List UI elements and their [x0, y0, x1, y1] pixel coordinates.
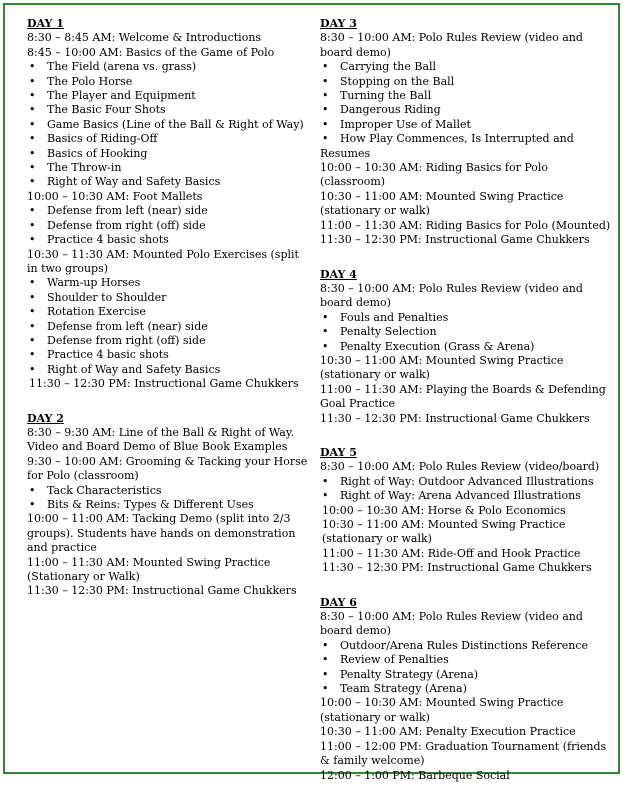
agenda-item-text: Bits & Reins: Types & Different Uses: [47, 498, 254, 511]
agenda-bullet-item: [320, 682, 612, 696]
agenda-item-text: Turning the Ball: [340, 89, 432, 103]
schedule-frame: [3, 3, 620, 782]
agenda-time-slot: 10:00 – 10:30 AM: Foot Mallets: [27, 189, 203, 203]
bullet-icon: •: [322, 325, 329, 339]
agenda-time-slot: 8:30 – 10:00 AM: Polo Rules Review (video/board): [320, 460, 600, 474]
agenda-item-text: Tack Characteristics: [47, 483, 162, 497]
bullet-icon: •: [322, 474, 329, 488]
bullet-icon: •: [322, 489, 329, 503]
agenda-time-slot: 10:00 – 10:30 AM: Horse & Polo Economics: [322, 503, 566, 517]
agenda-item-text: The Field (arena vs. grass): [47, 60, 197, 74]
bullet-icon: •: [322, 682, 329, 696]
agenda-bullet-item: [320, 639, 612, 653]
agenda-item-text: Review of Penalties: [340, 653, 449, 667]
agenda-item-text: The Throw-in: [47, 161, 122, 175]
bullet-icon: •: [29, 290, 36, 304]
bullet-icon: •: [322, 132, 329, 146]
bullet-icon: •: [29, 305, 36, 319]
agenda-bullet-item: [27, 291, 313, 305]
agenda-bullet-item: [27, 75, 313, 89]
agenda-time-slot: 10:30 – 11:00 AM: Mounted Swing Practice (stationary or walk): [320, 353, 564, 382]
day-title: DAY 2: [27, 411, 64, 425]
day-rows: [320, 282, 612, 426]
agenda-item-text: Dangerous Riding: [340, 103, 441, 117]
agenda-item-text: Right of Way: Arena Advanced Illustrations: [340, 489, 581, 503]
bullet-icon: •: [29, 117, 36, 131]
day-section: [320, 17, 612, 248]
agenda-bullet-item: [27, 89, 313, 103]
day-section: [320, 446, 612, 576]
agenda-bullet-item: [320, 653, 612, 667]
agenda-item-text: How Play Commences, Is Interrupted and Resumes: [320, 132, 574, 160]
agenda-bullet-item: [27, 498, 313, 512]
agenda-time-slot: 8:45 – 10:00 AM: Basics of the Game of Polo: [27, 45, 275, 59]
bullet-icon: •: [29, 218, 36, 232]
agenda-item-text: Penalty Selection: [340, 325, 437, 339]
agenda-bullet-item: [27, 118, 313, 132]
agenda-item-text: The Polo Horse: [47, 74, 133, 88]
agenda-item-text: Carrying the Ball: [340, 60, 437, 74]
agenda-item-text: The Basic Four Shots: [47, 103, 166, 117]
bullet-icon: •: [322, 339, 329, 353]
bullet-icon: •: [29, 74, 36, 88]
day-rows: [27, 426, 313, 599]
agenda-item-text: Practice 4 basic shots: [47, 233, 169, 247]
agenda-bullet-item: [27, 363, 313, 377]
agenda-time-slot: 11:30 – 12:30 PM: Instructional Game Chukkers: [29, 377, 299, 391]
bullet-icon: •: [29, 362, 36, 376]
agenda-bullet-item: [27, 147, 313, 161]
agenda-time-slot: 10:00 – 10:30 AM: Riding Basics for Polo (classroom): [320, 161, 549, 189]
day-section: [320, 268, 612, 426]
schedule-right-column: [320, 17, 612, 803]
agenda-bullet-item: [27, 204, 313, 218]
agenda-item-text: Shoulder to Shoulder: [47, 290, 167, 304]
agenda-item-text: Improper Use of Mallet: [340, 117, 471, 131]
agenda-bullet-item: [320, 340, 612, 354]
agenda-bullet-item: [27, 233, 313, 247]
day-rows: [320, 610, 612, 783]
agenda-time-slot: 11:30 – 12:30 PM: Instructional Game Chukkers: [27, 584, 297, 598]
bullet-icon: •: [29, 204, 36, 218]
agenda-item-text: Basics of Riding-Off: [47, 132, 158, 146]
bullet-icon: •: [322, 667, 329, 681]
agenda-time-slot: 10:30 – 11:00 AM: Mounted Swing Practice (stationary or walk): [322, 518, 566, 546]
day-title: DAY 5: [320, 445, 357, 459]
agenda-item-text: The Player and Equipment: [47, 89, 196, 103]
bullet-icon: •: [322, 638, 329, 652]
bullet-icon: •: [29, 319, 36, 333]
agenda-bullet-item: [27, 103, 313, 117]
bullet-icon: •: [322, 103, 329, 117]
agenda-bullet-item: [27, 484, 313, 498]
agenda-item-text: Right of Way and Safety Basics: [47, 175, 221, 189]
agenda-bullet-item: [320, 132, 612, 161]
agenda-time-slot: 11:00 – 11:30 AM: Riding Basics for Polo (Mounted): [320, 218, 611, 232]
agenda-time-slot: 12:00 – 1:00 PM: Barbeque Social: [320, 768, 510, 782]
agenda-time-slot: 10:00 – 10:30 AM: Mounted Swing Practice (stationary or walk): [320, 696, 564, 724]
agenda-bullet-item: [27, 348, 313, 362]
agenda-time-slot: 11:00 – 11:30 AM: Ride-Off and Hook Practice: [322, 546, 581, 560]
agenda-time-slot: 8:30 – 9:30 AM: Line of the Ball & Right of Way. Video and Board Demo of Blue Book Examples: [27, 425, 295, 454]
agenda-bullet-item: [320, 475, 612, 489]
day-title: DAY 6: [320, 595, 357, 609]
agenda-time-slot: 11:00 – 11:30 AM: Mounted Swing Practice (Stationary or Walk): [27, 555, 271, 584]
day-title: DAY 1: [27, 17, 64, 30]
day-rows: [320, 460, 612, 575]
agenda-bullet-item: [320, 489, 612, 503]
agenda-item-text: Team Strategy (Arena): [340, 682, 467, 696]
agenda-bullet-item: [27, 334, 313, 348]
agenda-item-text: Penalty Execution (Grass & Arena): [340, 339, 535, 353]
bullet-icon: •: [322, 89, 329, 103]
agenda-item-text: Defense from right (off) side: [47, 218, 206, 232]
agenda-bullet-item: [27, 219, 313, 233]
agenda-item-text: Warm-up Horses: [47, 276, 141, 290]
agenda-bullet-item: [320, 103, 612, 117]
agenda-item-text: Game Basics (Line of the Ball & Right of Way): [47, 117, 304, 131]
agenda-item-text: Stopping on the Ball: [340, 74, 455, 88]
agenda-item-text: Defense from left (near) side: [47, 319, 208, 333]
agenda-time-slot: 11:00 – 12:00 PM: Graduation Tournament (friends & family welcome): [320, 739, 607, 768]
bullet-icon: •: [29, 483, 36, 497]
agenda-bullet-item: [320, 668, 612, 682]
bullet-icon: •: [29, 348, 36, 362]
agenda-item-text: Rotation Exercise: [47, 305, 146, 319]
day-rows: [320, 31, 612, 247]
agenda-item-text: Basics of Hooking: [47, 146, 148, 160]
bullet-icon: •: [29, 103, 36, 117]
day-title: DAY 3: [320, 17, 357, 30]
bullet-icon: •: [29, 498, 36, 511]
bullet-icon: •: [29, 89, 36, 103]
bullet-icon: •: [29, 175, 36, 189]
agenda-time-slot: 10:00 – 11:00 AM: Tacking Demo (split into 2/3 groups). Students have hands on demonstration and practice: [27, 512, 296, 555]
agenda-bullet-item: [320, 89, 612, 103]
agenda-time-slot: 10:30 – 11:00 AM: Mounted Swing Practice (stationary or walk): [320, 189, 564, 218]
agenda-bullet-item: [320, 75, 612, 89]
agenda-time-slot: 10:30 – 11:30 AM: Mounted Polo Exercises (split in two groups): [27, 247, 299, 275]
agenda-time-slot: 10:30 – 11:00 AM: Penalty Execution Practice: [320, 725, 576, 739]
day-section: [27, 17, 313, 392]
agenda-bullet-item: [27, 60, 313, 74]
bullet-icon: •: [29, 132, 36, 146]
agenda-time-slot: 8:30 – 8:45 AM: Welcome & Introductions: [27, 31, 262, 45]
agenda-time-slot: 11:30 – 12:30 PM: Instructional Game Chukkers: [320, 233, 590, 247]
agenda-time-slot: 9:30 – 10:00 AM: Grooming & Tacking your Horse for Polo (classroom): [27, 454, 308, 483]
agenda-time-slot: 11:30 – 12:30 PM: Instructional Game Chukkers: [322, 561, 592, 575]
agenda-item-text: Penalty Strategy (Arena): [340, 667, 479, 681]
agenda-bullet-item: [320, 325, 612, 339]
agenda-time-slot: 11:00 – 11:30 AM: Playing the Boards & Defending Goal Practice: [320, 382, 606, 411]
agenda-item-text: Right of Way: Outdoor Advanced Illustrations: [340, 474, 594, 488]
agenda-bullet-item: [320, 60, 612, 74]
bullet-icon: •: [322, 310, 329, 324]
bullet-icon: •: [322, 60, 329, 74]
bullet-icon: •: [29, 233, 36, 247]
agenda-bullet-item: [27, 276, 313, 290]
bullet-icon: •: [29, 333, 36, 347]
agenda-bullet-item: [320, 311, 612, 325]
agenda-bullet-item: [27, 305, 313, 319]
schedule-left-column: [27, 17, 313, 619]
agenda-bullet-item: [27, 175, 313, 189]
agenda-item-text: Outdoor/Arena Rules Distinctions Reference: [340, 638, 589, 652]
day-title: DAY 4: [320, 267, 357, 281]
agenda-bullet-item: [27, 320, 313, 334]
bullet-icon: •: [29, 60, 36, 74]
agenda-bullet-item: [320, 118, 612, 132]
bullet-icon: •: [29, 161, 36, 175]
agenda-item-text: Fouls and Penalties: [340, 310, 449, 324]
bullet-icon: •: [29, 146, 36, 160]
bullet-icon: •: [322, 117, 329, 131]
agenda-time-slot: 8:30 – 10:00 AM: Polo Rules Review (video and board demo): [320, 610, 583, 638]
agenda-item-text: Practice 4 basic shots: [47, 348, 169, 362]
agenda-item-text: Defense from right (off) side: [47, 333, 206, 347]
agenda-time-slot: 8:30 – 10:00 AM: Polo Rules Review (video and board demo): [320, 31, 583, 59]
agenda-item-text: Defense from left (near) side: [47, 204, 208, 218]
agenda-bullet-item: [27, 132, 313, 146]
day-section: [320, 596, 612, 783]
bullet-icon: •: [322, 653, 329, 667]
agenda-bullet-item: [27, 161, 313, 175]
agenda-item-text: Right of Way and Safety Basics: [47, 362, 221, 376]
bullet-icon: •: [322, 74, 329, 88]
day-rows: [27, 31, 313, 391]
agenda-time-slot: 8:30 – 10:00 AM: Polo Rules Review (video and board demo): [320, 281, 583, 310]
agenda-time-slot: 11:30 – 12:30 PM: Instructional Game Chukkers: [320, 411, 590, 425]
day-section: [27, 412, 313, 599]
bullet-icon: •: [29, 276, 36, 290]
